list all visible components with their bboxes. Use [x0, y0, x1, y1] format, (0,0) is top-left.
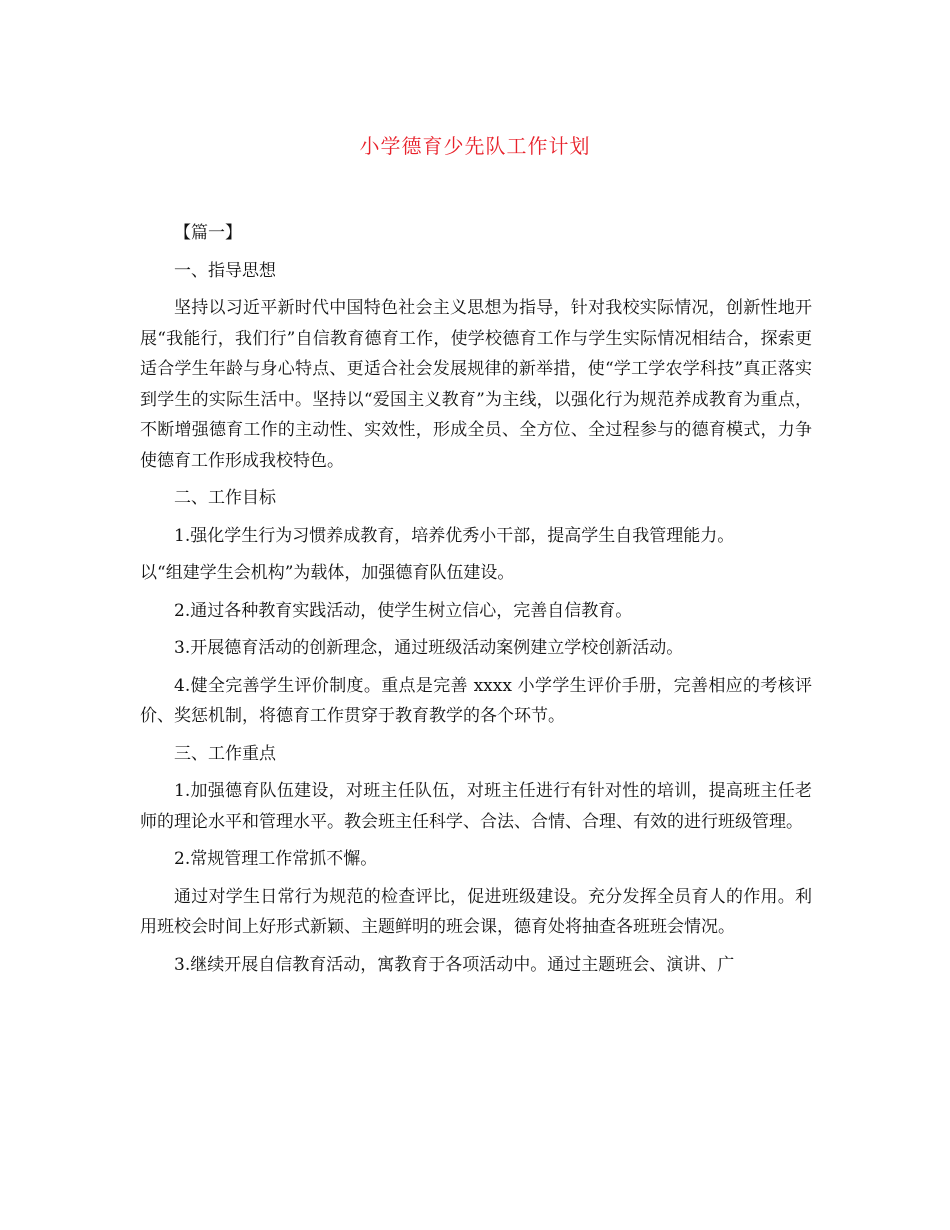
focus-item-2-detail: 通过对学生日常行为规范的检查评比，促进班级建设。充分发挥全员育人的作用。利用班校会时间上好形式新颖、主题鲜明的班会课，德育处将抽查各班班会情况。 [140, 886, 812, 937]
section-heading-guiding-ideology: 一、指导思想 [174, 260, 276, 281]
paragraph-guiding-ideology: 坚持以习近平新时代中国特色社会主义思想为指导，针对我校实际情况，创新性地开展“我能行，我们行”自信教育德育工作，使学校德育工作与学生实际情况相结合，探索更适合学生年龄与身心特点、更适合社会发展规律的新举措，使“学工学农学科技”真正落实到学生的实际生活中。坚持以“爱国主义教育”为主线，以强化行为规范养成教育为重点，不断增强德育工作的主动性、实效性，形成全员、全方位、全过程参与的德育模式，力争使德育工作形成我校特色。 [140, 298, 812, 471]
goal-item-2: 2.通过各种教育实践活动，使学生树立信心，完善自信教育。 [174, 600, 633, 621]
focus-item-3: 3.继续开展自信教育活动，寓教育于各项活动中。通过主题班会、演讲、广 [174, 954, 735, 975]
focus-item-1: 1.加强德育队伍建设，对班主任队伍，对班主任进行有针对性的培训，提高班主任老师的理论水平和管理水平。教会班主任科学、合法、合情、合理、有效的进行班级管理。 [140, 781, 812, 832]
part-label: 【篇一】 [174, 223, 242, 243]
goal-item-3: 3.开展德育活动的创新理念，通过班级活动案例建立学校创新活动。 [174, 638, 684, 658]
document-body [140, 218, 812, 987]
goal-item-1: 1.强化学生行为习惯养成教育，培养优秀小干部，提高学生自我管理能力。 [174, 525, 735, 546]
section-heading-work-goals: 二、工作目标 [174, 488, 276, 508]
document-title: 小学德育少先队工作计划 [359, 134, 591, 158]
section-heading-work-focus: 三、工作重点 [174, 743, 276, 764]
goal-item-4: 4.健全完善学生评价制度。重点是完善 xxxx 小学学生评价手册，完善相应的考核评价、奖惩机制，将德育工作贯穿于教育教学的各个环节。 [140, 675, 812, 726]
goal-item-1-continued: 以“组建学生会机构”为载体，加强德育队伍建设。 [140, 563, 515, 583]
focus-item-2: 2.常规管理工作常抓不懈。 [174, 849, 378, 869]
